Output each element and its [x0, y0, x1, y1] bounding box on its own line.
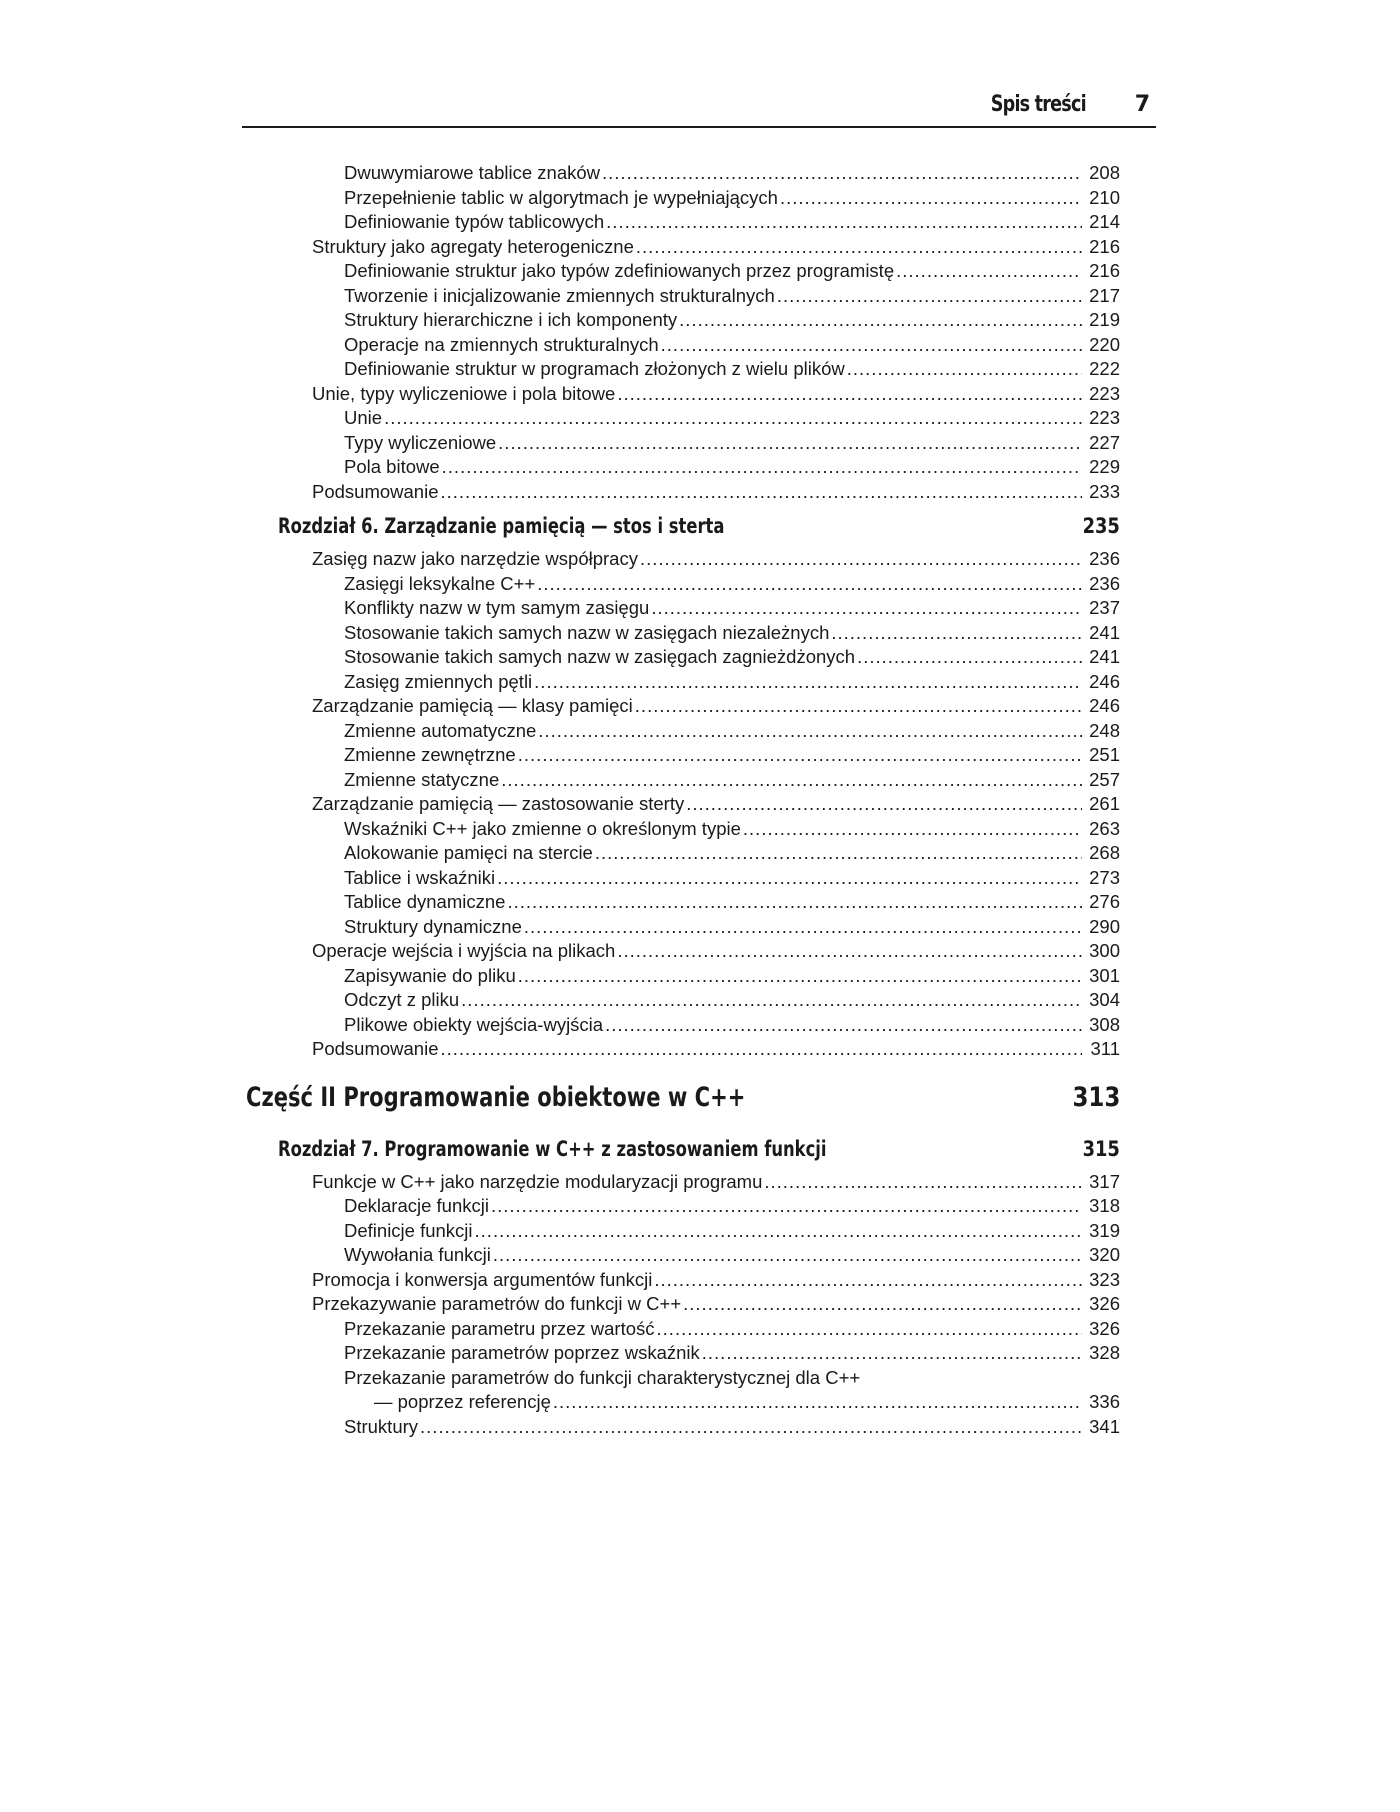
- toc-entry: [312, 939, 1120, 963]
- toc-entry: [312, 694, 1120, 718]
- toc-entry: [344, 1243, 1120, 1267]
- toc-leader-dots: [764, 1170, 1082, 1194]
- toc-entry-page: 311: [1090, 1038, 1120, 1059]
- chapter-page: 315: [1082, 1136, 1120, 1161]
- toc-entry: [344, 259, 1120, 283]
- toc-entry: [312, 235, 1120, 259]
- toc-entry-title: Zmienne statyczne: [344, 768, 500, 790]
- toc-entry-page: 308: [1089, 1013, 1120, 1035]
- toc-leader-dots: [635, 694, 1082, 718]
- toc-entry-page: 223: [1089, 382, 1120, 404]
- toc-entry: [344, 768, 1120, 792]
- toc-entry-page: 251: [1089, 744, 1120, 765]
- toc-entry-page: 276: [1089, 891, 1120, 912]
- toc-leader-dots: [857, 645, 1082, 669]
- toc-entry-title: Tworzenie i inicjalizowanie zmiennych strukturalnych: [344, 284, 775, 306]
- toc-entry: [312, 1268, 1120, 1292]
- toc-entry: [344, 572, 1120, 596]
- toc-leader-dots: [617, 939, 1082, 963]
- toc-entry-page: 208: [1089, 162, 1120, 183]
- part-heading: [246, 1082, 1120, 1118]
- toc-leader-dots: [537, 572, 1082, 596]
- toc-leader-dots: [507, 890, 1082, 914]
- toc-leader-dots: [602, 161, 1082, 185]
- toc-entry: [344, 890, 1120, 914]
- toc-leader-dots: [420, 1415, 1082, 1439]
- toc-entry-title: Zasięg zmiennych pętli: [344, 670, 533, 692]
- toc-leader-dots: [896, 259, 1082, 283]
- toc-entry: [312, 547, 1120, 571]
- toc-entry-title: Tablice dynamiczne: [344, 891, 506, 912]
- toc-entry-title: Przekazanie parametru przez wartość: [344, 1317, 655, 1339]
- toc-entry-page: 301: [1089, 964, 1120, 986]
- toc-entry-title: Tablice i wskaźniki: [344, 866, 496, 888]
- toc-leader-dots: [686, 792, 1082, 816]
- chapter-title: Rozdział 6. Zarządzanie pamięcią — stos i sterta: [278, 514, 725, 538]
- toc-leader-dots: [605, 1013, 1082, 1037]
- toc-entry-title: Struktury dynamiczne: [344, 915, 522, 937]
- toc-entry-page: 328: [1089, 1342, 1120, 1363]
- toc-leader-dots: [518, 964, 1082, 988]
- toc-entry: [344, 866, 1120, 890]
- toc-entry-title: Operacje na zmiennych strukturalnych: [344, 333, 659, 355]
- toc-leader-dots: [606, 210, 1082, 234]
- toc-entry-page: 236: [1089, 572, 1120, 594]
- toc-entry: [344, 210, 1120, 234]
- toc-entry-title: Struktury jako agregaty heterogeniczne: [312, 235, 634, 257]
- toc-leader-dots: [442, 455, 1082, 479]
- toc-entry-title: Unie: [344, 407, 383, 428]
- toc-entry: [312, 1037, 1120, 1061]
- toc-entry-page: 326: [1089, 1317, 1120, 1339]
- toc-entry-page: 219: [1089, 309, 1120, 330]
- toc-entry-title: Stosowanie takich samych nazw w zasięgach zagnieżdżonych: [344, 646, 856, 667]
- toc-entry-title: Odczyt z pliku: [344, 989, 460, 1010]
- toc-entry-page: 229: [1089, 456, 1120, 477]
- toc-entry-title: Konflikty nazw w tym samym zasięgu: [344, 597, 650, 618]
- page-number: 7: [1134, 92, 1150, 117]
- toc-entry: [344, 161, 1120, 185]
- toc-entry-page: 304: [1089, 989, 1120, 1010]
- toc-entry-title: Alokowanie pamięci na stercie: [344, 842, 593, 863]
- toc-entry-page: 222: [1089, 358, 1120, 379]
- toc-entry-title: Pola bitowe: [344, 456, 440, 477]
- toc-leader-dots: [441, 1037, 1083, 1061]
- toc-entry-page: 217: [1089, 284, 1120, 306]
- toc-entry: [344, 719, 1120, 743]
- toc-leader-dots: [702, 1341, 1082, 1365]
- toc-entry: [344, 817, 1120, 841]
- toc-entry: [344, 308, 1120, 332]
- toc-leader-dots: [497, 866, 1082, 890]
- toc-entry-page: 223: [1089, 407, 1120, 428]
- toc-entry: [344, 357, 1120, 381]
- toc-entry-title: Wskaźniki C++ jako zmienne o określonym typie: [344, 817, 741, 839]
- toc-leader-dots: [679, 308, 1082, 332]
- toc-entry: [344, 186, 1120, 210]
- toc-entry-page: 336: [1089, 1391, 1120, 1412]
- toc-entry-page: 300: [1089, 940, 1120, 961]
- toc-entry-page: 216: [1089, 235, 1120, 257]
- toc-entry-title: — poprzez referencję: [374, 1391, 551, 1412]
- toc-leader-dots: [640, 547, 1082, 571]
- toc-entry: [344, 596, 1120, 620]
- toc-entry: [312, 1292, 1120, 1316]
- toc-entry-title: Deklaracje funkcji: [344, 1195, 489, 1216]
- toc-entry-title: Zmienne zewnętrzne: [344, 744, 516, 765]
- toc-entry: [312, 792, 1120, 816]
- chapter-page: 235: [1082, 514, 1120, 538]
- toc-entry-title: Zarządzanie pamięcią — klasy pamięci: [312, 695, 633, 716]
- toc-entry-page: 241: [1089, 621, 1120, 643]
- toc-entry: [344, 964, 1120, 988]
- toc-entry-page: 317: [1089, 1170, 1120, 1192]
- toc-entry: [344, 841, 1120, 865]
- toc-entry-page: 248: [1089, 719, 1120, 741]
- toc-entry-page: 326: [1089, 1293, 1120, 1314]
- toc-entry-page: 290: [1089, 915, 1120, 937]
- toc-entry: [344, 1194, 1120, 1218]
- toc-entry-title: Definiowanie struktur jako typów zdefiniowanych przez programistę: [344, 260, 895, 281]
- toc-leader-dots: [498, 431, 1082, 455]
- toc-entry-title: Operacje wejścia i wyjścia na plikach: [312, 940, 616, 961]
- toc-entry-page: 323: [1089, 1268, 1120, 1290]
- toc-leader-dots: [661, 333, 1082, 357]
- toc-entry-title: Dwuwymiarowe tablice znaków: [344, 162, 601, 183]
- chapter-heading: [278, 1137, 1120, 1167]
- toc-leader-dots: [657, 1317, 1082, 1341]
- toc-entry-title: Funkcje w C++ jako narzędzie modularyzacji programu: [312, 1170, 763, 1192]
- toc-entry-title: Definicje funkcji: [344, 1219, 473, 1241]
- toc-leader-dots: [493, 1243, 1082, 1267]
- toc-entry-page: 319: [1089, 1219, 1120, 1241]
- toc-entry-page: 236: [1089, 548, 1120, 569]
- toc-entry-page: 241: [1089, 646, 1120, 667]
- toc-leader-dots: [491, 1194, 1082, 1218]
- toc-entry-title: Zasięgi leksykalne C++: [344, 572, 536, 594]
- toc-entry-title: Podsumowanie: [312, 480, 439, 502]
- toc-entry-page: 233: [1089, 480, 1120, 502]
- toc-leader-dots: [461, 988, 1082, 1012]
- toc-entry-title: Definiowanie typów tablicowych: [344, 211, 605, 232]
- toc-leader-dots: [595, 841, 1082, 865]
- part-page: 313: [1072, 1081, 1120, 1113]
- toc-leader-dots: [384, 406, 1082, 430]
- toc-entry-title: Plikowe obiekty wejścia-wyjścia: [344, 1013, 604, 1035]
- toc-entry-title: Przepełnienie tablic w algorytmach je wypełniających: [344, 186, 778, 208]
- toc-leader-dots: [651, 596, 1082, 620]
- toc-entry: [344, 915, 1120, 939]
- running-header: [242, 86, 1156, 128]
- toc-entry: [374, 1390, 1120, 1414]
- toc-entry-title: Promocja i konwersja argumentów funkcji: [312, 1268, 653, 1290]
- toc-entry-page: 227: [1089, 431, 1120, 453]
- toc-entry-title: Unie, typy wyliczeniowe i pola bitowe: [312, 382, 616, 404]
- toc-entry-page: 273: [1089, 866, 1120, 888]
- toc-leader-dots: [683, 1292, 1082, 1316]
- toc-entry-page: 263: [1089, 817, 1120, 839]
- toc-entry-page: 320: [1089, 1244, 1120, 1265]
- toc-entry-page: 268: [1089, 842, 1120, 863]
- toc-entry: [344, 988, 1120, 1012]
- toc-entry-title: Zarządzanie pamięcią — zastosowanie sterty: [312, 793, 685, 814]
- toc-entry-title: Zapisywanie do pliku: [344, 964, 516, 986]
- toc-entry-title: Zmienne automatyczne: [344, 719, 537, 741]
- toc-entry-title: Podsumowanie: [312, 1038, 439, 1059]
- toc-leader-dots: [518, 743, 1082, 767]
- toc-entry: [344, 284, 1120, 308]
- toc-entry: [344, 645, 1120, 669]
- toc-entry: [344, 431, 1120, 455]
- toc-entry-title: Przekazanie parametrów do funkcji charakterystycznej dla C++: [344, 1366, 861, 1388]
- toc-leader-dots: [475, 1219, 1082, 1243]
- toc-entry-page: 237: [1089, 597, 1120, 618]
- toc-leader-dots: [553, 1390, 1082, 1414]
- toc-entry: [312, 1170, 1120, 1194]
- toc-entry: [344, 743, 1120, 767]
- toc-entry: [344, 455, 1120, 479]
- toc-leader-dots: [636, 235, 1082, 259]
- chapter-heading: [278, 514, 1120, 544]
- toc-entry-title: Struktury: [344, 1415, 419, 1437]
- toc-leader-dots: [617, 382, 1082, 406]
- toc-entry: [344, 333, 1120, 357]
- toc-entry-title: Definiowanie struktur w programach złożonych z wielu plików: [344, 358, 845, 379]
- toc-entry: [344, 1219, 1120, 1243]
- toc-entry-title: Typy wyliczeniowe: [344, 431, 497, 453]
- toc-leader-dots: [501, 768, 1082, 792]
- toc-entry-title: Przekazywanie parametrów do funkcji w C++: [312, 1293, 682, 1314]
- toc-entry: [344, 621, 1120, 645]
- toc-entry-page: 220: [1089, 333, 1120, 355]
- toc-entry-page: 210: [1089, 186, 1120, 208]
- toc-entry: [344, 1317, 1120, 1341]
- toc-entry: [344, 1341, 1120, 1365]
- toc-entry: [344, 1013, 1120, 1037]
- toc-entry-first-line: [344, 1366, 1120, 1390]
- toc-entry-page: 341: [1089, 1415, 1120, 1437]
- toc-entry-page: 246: [1089, 695, 1120, 716]
- part-title: Część II Programowanie obiektowe w C++: [246, 1081, 746, 1113]
- toc-leader-dots: [831, 621, 1082, 645]
- toc-entry-title: Zasięg nazw jako narzędzie współpracy: [312, 548, 638, 569]
- toc-leader-dots: [780, 186, 1082, 210]
- toc-entry-page: 261: [1089, 793, 1120, 814]
- toc-leader-dots: [743, 817, 1082, 841]
- running-header-title: Spis treści: [990, 92, 1086, 117]
- toc-leader-dots: [534, 670, 1082, 694]
- toc-leader-dots: [538, 719, 1082, 743]
- toc-entry-page: 216: [1089, 260, 1120, 281]
- toc-entry-title: Wywołania funkcji: [344, 1244, 491, 1265]
- toc-entry: [312, 382, 1120, 406]
- toc-leader-dots: [847, 357, 1082, 381]
- toc-entry: [344, 670, 1120, 694]
- toc-leader-dots: [524, 915, 1082, 939]
- toc-entry: [344, 1415, 1120, 1439]
- toc-entry-page: 318: [1089, 1195, 1120, 1216]
- chapter-title: Rozdział 7. Programowanie w C++ z zastosowaniem funkcji: [278, 1136, 827, 1161]
- toc-entry-title: Stosowanie takich samych nazw w zasięgach niezależnych: [344, 621, 830, 643]
- toc-entry-title: Przekazanie parametrów poprzez wskaźnik: [344, 1342, 700, 1363]
- toc-entry: [312, 480, 1120, 504]
- toc-entry-page: 214: [1089, 211, 1120, 232]
- toc-leader-dots: [654, 1268, 1082, 1292]
- toc-entry: [344, 406, 1120, 430]
- toc-entry-page: 246: [1089, 670, 1120, 692]
- toc-leader-dots: [441, 480, 1083, 504]
- toc-leader-dots: [777, 284, 1082, 308]
- toc-entry-page: 257: [1089, 768, 1120, 790]
- toc-entry-title: Struktury hierarchiczne i ich komponenty: [344, 309, 678, 330]
